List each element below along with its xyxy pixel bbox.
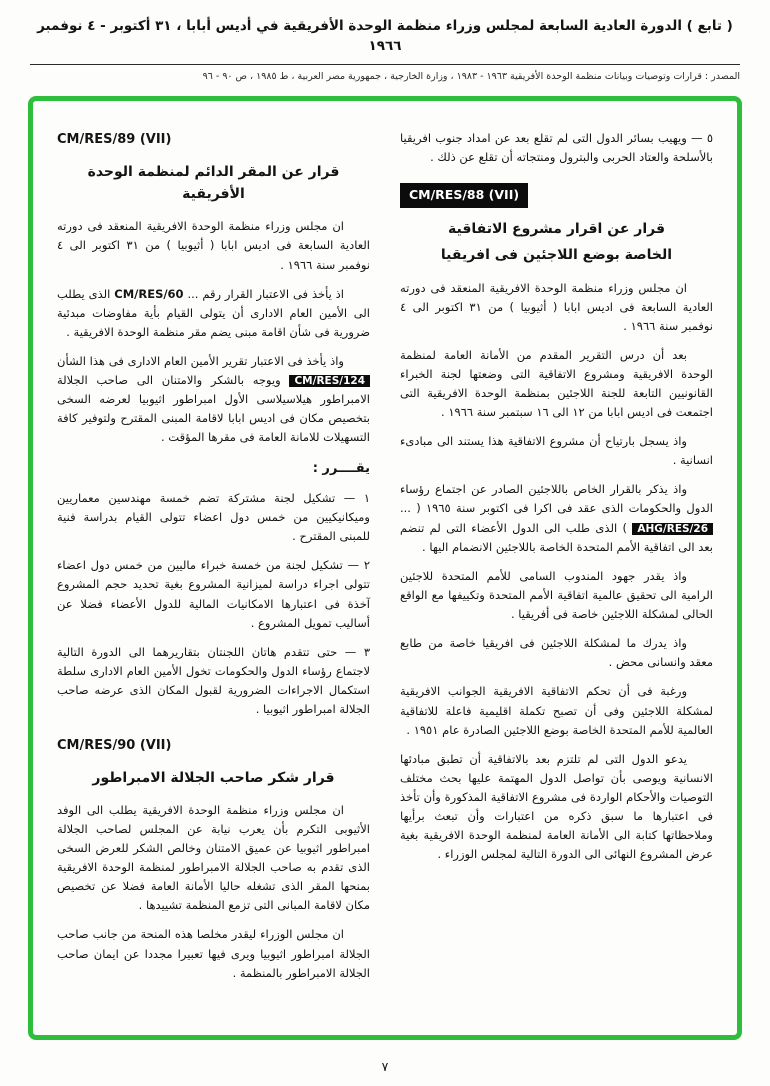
paragraph-res88-accra — [400, 480, 713, 557]
paragraph-text: اذ يأخذ فى الاعتبار القرار رقم ... — [187, 286, 345, 301]
paragraph-res88-invite: يدعو الدول التى لم تلتزم بعد بالاتفاقية أن تطبق مبادئها الانسانية ويوصى بأن تواصل الدول المهتمة عليها بحث مختلف التوصيات والأحكام الواردة فى مشروع الاتفاقية المذكورة وأن تأخذ فى اعتبارها ما سبق ذكره من اعتبارات وأن تبعث برأيها وملاحظاتها كتابة الى الأمانة العامة لمنظمة الوحدة الافريقية بغية عرض المشروع النهائى الى الدورة التالية لمجلس الوزراء . — [400, 751, 713, 862]
resolution-heading-cm-res-90: CM/RES/90 (VII) — [57, 738, 172, 753]
resolution-code-cm-res-60: CM/RES/60 — [114, 286, 184, 301]
paragraph-res88-principles: واذ يسجل بارتياح أن مشروع الاتفاقية هذا يستند الى مبادىء انسانية . — [400, 434, 713, 468]
resolution-title-res90: قرار شكر صاحب الجلالة الامبراطور — [92, 769, 335, 786]
resolution-title-res88-line2: الخاصة بوضع اللاجئين فى افريقيا — [440, 247, 673, 264]
green-content-frame — [28, 96, 742, 1040]
page-header — [0, 0, 770, 83]
resolution-code-badge: CM/RES/88 (VII) — [400, 183, 528, 208]
list-item-decision-1: ١ — تشكيل لجنة مشتركة تضم خمسة مهندسين معماريين وميكانيكيين من خمس دول اعضاء تتولى القيام بدراسة فنية للمبنى المقترح . — [57, 491, 370, 544]
column-left — [57, 129, 370, 1015]
resolution-heading-cm-res-89: CM/RES/89 (VII) — [57, 132, 172, 147]
paragraph-res88-opening: ان مجلس وزراء منظمة الوحدة الافريقية المنعقد فى دورته العادية السابعة فى اديس ابابا ( أثيوبيا ) من ٣١ اكتوبر الى ٤ نوفمبر سنة ١٩٦٦ . — [400, 280, 713, 333]
list-item-decision-2: ٢ — تشكيل لجنة من خمسة خبراء ماليين من خمس دول اعضاء تتولى اجراء دراسة لميزانية المشروع بغية تحديد حجم المشروع آخذة فى اعتبارها الامكانيات المالية للدول الأعضاء فضلا عن أساليب تمويل المشروع . — [57, 558, 370, 630]
resolution-title-res89: قرار عن المقر الدائم لمنظمة الوحدة الأفريقية — [87, 163, 340, 202]
paragraph-res89-opening: ان مجلس وزراء منظمة الوحدة الافريقية المنعقد فى دورته العادية السابعة فى اديس ابابا ( أثيوبيا ) من ٣١ اكتوبر الى ٤ نوفمبر سنة ١٩٦٦ . — [57, 219, 370, 272]
paragraph-res88-desire: ورغبة فى أن تحكم الاتفاقية الافريقية الجوانب الافريقية لمشكلة اللاجئين وفى أن تصبح تكملة اقليمية فاعلة للاتفاقية العالمية للأمم المتحدة الخاصة بوضع اللاجئين الصادرة عام ١٩٥١ . — [400, 684, 713, 737]
page-footer — [0, 1059, 770, 1074]
paragraph-res90-gratitude: ان مجلس الوزراء ليقدر مخلصا هذه المنحة من جانب صاحب الجلالة امبراطور اثيوبيا ويرى فيها تعبيرا مجددا عن ايمان صاحب الجلالة الامبراطور بالمنظمة . — [57, 927, 370, 980]
paragraph-preamble-item5: ٥ — ويهيب بسائر الدول التى لم تقلع بعد عن امداد جنوب افريقيا بالأسلحة والعتاد الحربى والبترول ومنتجاته أن تقلع عن ذلك . — [400, 131, 713, 165]
paragraph-res89-res124 — [57, 352, 370, 448]
resolution-code-cm-res-124: CM/RES/124 — [289, 375, 370, 387]
paragraph-res88-report: بعد أن درس التقرير المقدم من الأمانة العامة لمنظمة الوحدة الافريقية ومشروع الاتفاقية التى وضعتها لجنة الخبراء القانونيين التابعة للجنة اللاجئين بمنظمة الوحدة الافريقية التى اجتمعت فى اديس ابابا من ١٢ الى ١٦ سبتمبر سنة ١٩٦٦ . — [400, 347, 713, 420]
header-title: ( تابع ) الدورة العادية السابعة لمجلس وزراء منظمة الوحدة الأفريقية في أديس أبابا ، ٣١ أكتوبر - ٤ نوفمبر ١٩٦٦ — [37, 18, 733, 55]
paragraph-res88-unhcr: واذ يقدر جهود المندوب السامى للأمم المتحدة للاجئين الرامية الى تحقيق عالمية اتفاقية الأمم المتحدة وتكييفها مع الواقع الحالى لمشكلة اللاجئين خاصة فى أفريقيا . — [400, 569, 713, 622]
page-number: ٧ — [381, 1059, 389, 1074]
paragraph-text: واذ يأخذ فى الاعتبار تقرير الأمين العام الادارى فى هذا الشأن — [57, 353, 344, 368]
resolution-code-ahg-res-26: AHG/RES/26 — [632, 523, 713, 535]
paragraph-res89-res60 — [57, 285, 370, 342]
resolution-heading-cm-res-88 — [400, 183, 713, 208]
resolution-title-res88-line1: قرار عن اقرار مشروع الاتفاقية — [448, 220, 665, 237]
header-source-line: المصدر : قرارات وتوصيات وبيانات منظمة الوحدة الأفريقية ١٩٦٣ - ١٩٨٣ ، وزارة الخارجية ، جمهورية مصر العربية ، ط ١٩٨٥ ، ص ٩٠ - ٩٦ — [202, 70, 740, 82]
column-right — [400, 129, 713, 1015]
paragraph-text: ) الذى طلب الى الدول الأعضاء التى لم تنضم بعد الى اتفاقية الأمم المتحدة الخاصة باللاجئين الانضمام اليها . — [400, 520, 713, 554]
decides-label: يقــــرر : — [312, 460, 370, 476]
paragraph-text: واذ يذكر بالقرار الخاص باللاجئين الصادر عن اجتماع رؤساء الدول والحكومات الذى عقد فى اكرا فى اكتوبر سنة ١٩٦٥ ( ... — [400, 482, 713, 516]
paragraph-text: الذى يطلب الى الأمين العام الادارى أن يتولى القيام بأية مفاوضات مبدئية ضرورية فى شأن اقامة مبنى يضم مقر منظمة الوحدة الافريقية . — [57, 286, 370, 339]
paragraph-res88-nature: واذ يدرك ما لمشكلة اللاجئين فى افريقيا خاصة من طابع معقد وانسانى محض . — [400, 636, 713, 670]
header-divider — [30, 64, 740, 65]
paragraph-res90-request: ان مجلس وزراء منظمة الوحدة الافريقية يطلب الى الوفد الأثيوبى التكرم بأن يعرب نيابة عن المجلس لصاحب الجلالة امبراطور اثيوبيا عن عميق الامتنان وخالص الشكر للعرض السخى الذى تقدم به صاحب الجلالة الامبراطور لمنظمة الوحدة الافريقية بمنحها المقر الذى تشغله حاليا الأمانة العامة فضلا عن تخصيص مكان لاقامة المبانى التى تزمع المنظمة تشييدها . — [57, 802, 370, 913]
paragraph-text: ويوجه بالشكر والامتنان الى صاحب الجلالة الامبراطور هيلاسيلاسى الأول امبراطور اثيوبيا لعرضه السخى بتخصيص مكان فى اديس ابابا لاقامة المبنى المقترح ولتوفير كافة التسهيلات للامانة العامة فى مقرها المؤقت . — [57, 372, 370, 445]
list-item-decision-3: ٣ — حتى تتقدم هاتان اللجنتان بتقاريرهما الى الدورة التالية لاجتماع رؤساء الدول والحكومات تخول الأمين العام الادارى سلطة استكمال الاجراءات الضرورية لقبول المكان الذى عرضه صاحب الجلالة امبراطور اثيوبيا . — [57, 644, 370, 716]
